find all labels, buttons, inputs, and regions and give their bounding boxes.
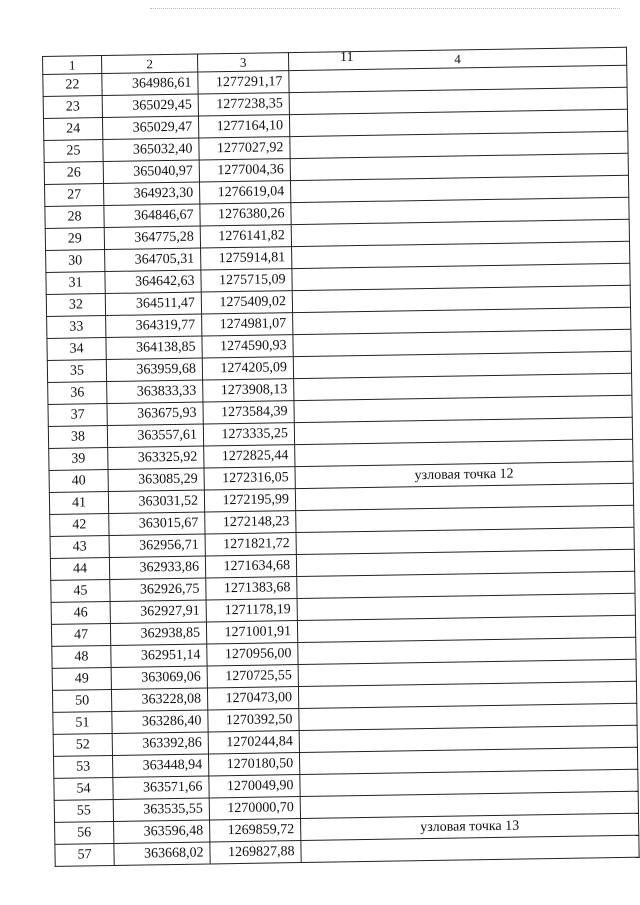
point-number-cell: 57 bbox=[55, 843, 114, 866]
note-cell bbox=[301, 835, 639, 862]
column-header-4: 4 bbox=[288, 47, 626, 70]
x-coordinate-cell: 362933,86 bbox=[109, 556, 205, 580]
x-coordinate-cell: 365040,97 bbox=[103, 160, 199, 184]
x-coordinate-cell: 365029,47 bbox=[102, 116, 198, 140]
y-coordinate-cell: 1274590,93 bbox=[202, 335, 293, 358]
point-number-cell: 39 bbox=[49, 448, 108, 471]
y-coordinate-cell: 1270000,70 bbox=[209, 797, 300, 820]
x-coordinate-cell: 362926,75 bbox=[110, 578, 206, 602]
point-number-cell: 24 bbox=[43, 118, 102, 141]
x-coordinate-cell: 363571,66 bbox=[113, 776, 209, 800]
x-coordinate-cell: 364846,67 bbox=[104, 204, 200, 228]
y-coordinate-cell: 1270725,55 bbox=[207, 665, 298, 688]
x-coordinate-cell: 363069,06 bbox=[111, 666, 207, 690]
y-coordinate-cell: 1273584,39 bbox=[203, 401, 294, 424]
y-coordinate-cell: 1273335,25 bbox=[203, 423, 294, 446]
point-number-cell: 49 bbox=[52, 667, 111, 690]
x-coordinate-cell: 362951,14 bbox=[111, 644, 207, 668]
x-coordinate-cell: 364705,31 bbox=[105, 248, 201, 272]
point-number-cell: 38 bbox=[48, 426, 107, 449]
y-coordinate-cell: 1271178,19 bbox=[206, 599, 297, 622]
point-number-cell: 34 bbox=[47, 338, 106, 361]
point-number-cell: 25 bbox=[44, 140, 103, 163]
y-coordinate-cell: 1270473,00 bbox=[207, 687, 298, 710]
point-number-cell: 29 bbox=[45, 228, 104, 251]
y-coordinate-cell: 1276619,04 bbox=[199, 181, 290, 204]
x-coordinate-cell: 363596,48 bbox=[114, 820, 210, 844]
y-coordinate-cell: 1270956,00 bbox=[207, 643, 298, 666]
point-number-cell: 45 bbox=[51, 580, 110, 603]
y-coordinate-cell: 1271383,68 bbox=[206, 577, 297, 600]
y-coordinate-cell: 1275409,02 bbox=[201, 291, 292, 314]
point-number-cell: 28 bbox=[45, 206, 104, 229]
y-coordinate-cell: 1275914,81 bbox=[201, 247, 292, 270]
y-coordinate-cell: 1275715,09 bbox=[201, 269, 292, 292]
point-number-cell: 52 bbox=[53, 733, 112, 756]
y-coordinate-cell: 1272825,44 bbox=[204, 445, 295, 468]
column-header-2: 2 bbox=[102, 54, 198, 74]
x-coordinate-cell: 362956,71 bbox=[109, 534, 205, 558]
y-coordinate-cell: 1273908,13 bbox=[203, 379, 294, 402]
y-coordinate-cell: 1277291,17 bbox=[198, 71, 289, 94]
x-coordinate-cell: 364511,47 bbox=[105, 292, 201, 316]
y-coordinate-cell: 1274981,07 bbox=[202, 313, 293, 336]
y-coordinate-cell: 1271821,72 bbox=[205, 533, 296, 556]
point-number-cell: 51 bbox=[53, 711, 112, 734]
y-coordinate-cell: 1269827,88 bbox=[210, 841, 301, 864]
x-coordinate-cell: 363833,33 bbox=[107, 380, 203, 404]
point-number-cell: 54 bbox=[54, 777, 113, 800]
y-coordinate-cell: 1269859,72 bbox=[210, 819, 301, 842]
point-number-cell: 32 bbox=[46, 294, 105, 317]
point-number-cell: 26 bbox=[44, 162, 103, 185]
point-number-cell: 41 bbox=[49, 492, 108, 515]
point-number-cell: 46 bbox=[51, 601, 110, 624]
point-number-cell: 47 bbox=[51, 623, 110, 646]
x-coordinate-cell: 363535,55 bbox=[113, 798, 209, 822]
y-coordinate-cell: 1270180,50 bbox=[208, 753, 299, 776]
column-header-1: 1 bbox=[43, 56, 102, 75]
x-coordinate-cell: 365032,40 bbox=[103, 138, 199, 162]
column-header-3: 3 bbox=[197, 53, 288, 72]
y-coordinate-cell: 1277027,92 bbox=[199, 137, 290, 160]
point-number-cell: 23 bbox=[43, 96, 102, 119]
point-number-cell: 43 bbox=[50, 536, 109, 559]
x-coordinate-cell: 364986,61 bbox=[102, 72, 198, 96]
y-coordinate-cell: 1277164,10 bbox=[198, 115, 289, 138]
x-coordinate-cell: 364319,77 bbox=[106, 314, 202, 338]
x-coordinate-cell: 364775,28 bbox=[104, 226, 200, 250]
point-number-cell: 33 bbox=[47, 316, 106, 339]
x-coordinate-cell: 363675,93 bbox=[107, 402, 203, 426]
x-coordinate-cell: 363228,08 bbox=[111, 688, 207, 712]
point-number-cell: 53 bbox=[54, 755, 113, 778]
x-coordinate-cell: 363668,02 bbox=[114, 842, 210, 866]
point-number-cell: 37 bbox=[48, 404, 107, 427]
point-number-cell: 27 bbox=[45, 184, 104, 207]
note-cell: узловая точка 13 bbox=[301, 813, 639, 840]
y-coordinate-cell: 1277238,35 bbox=[198, 93, 289, 116]
point-number-cell: 56 bbox=[55, 821, 114, 844]
y-coordinate-cell: 1276141,82 bbox=[200, 225, 291, 248]
x-coordinate-cell: 363031,52 bbox=[108, 490, 204, 514]
table-body bbox=[43, 65, 639, 866]
point-number-cell: 30 bbox=[46, 250, 105, 273]
x-coordinate-cell: 364642,63 bbox=[105, 270, 201, 294]
y-coordinate-cell: 1271001,91 bbox=[206, 621, 297, 644]
y-coordinate-cell: 1276380,26 bbox=[200, 203, 291, 226]
point-number-cell: 55 bbox=[54, 799, 113, 822]
y-coordinate-cell: 1277004,36 bbox=[199, 159, 290, 182]
y-coordinate-cell: 1270049,90 bbox=[209, 775, 300, 798]
y-coordinate-cell: 1270244,84 bbox=[208, 731, 299, 754]
x-coordinate-cell: 363325,92 bbox=[108, 446, 204, 470]
x-coordinate-cell: 363448,94 bbox=[112, 754, 208, 778]
point-number-cell: 48 bbox=[52, 645, 111, 668]
x-coordinate-cell: 365029,45 bbox=[102, 94, 198, 118]
x-coordinate-cell: 363557,61 bbox=[107, 424, 203, 448]
note-cell: узловая точка 12 bbox=[295, 461, 633, 488]
y-coordinate-cell: 1272316,05 bbox=[204, 467, 295, 490]
x-coordinate-cell: 362927,91 bbox=[110, 600, 206, 624]
point-number-cell: 42 bbox=[50, 514, 109, 537]
page-number: 11 bbox=[340, 50, 354, 65]
scan-artifact-line bbox=[150, 8, 620, 11]
y-coordinate-cell: 1270392,50 bbox=[208, 709, 299, 732]
x-coordinate-cell: 363959,68 bbox=[106, 358, 202, 382]
coordinates-sheet bbox=[42, 47, 639, 863]
point-number-cell: 31 bbox=[46, 272, 105, 295]
x-coordinate-cell: 363392,86 bbox=[112, 732, 208, 756]
y-coordinate-cell: 1272195,99 bbox=[204, 489, 295, 512]
x-coordinate-cell: 363015,67 bbox=[109, 512, 205, 536]
point-number-cell: 44 bbox=[50, 558, 109, 581]
point-number-cell: 36 bbox=[48, 382, 107, 405]
point-number-cell: 22 bbox=[43, 74, 102, 97]
x-coordinate-cell: 364138,85 bbox=[106, 336, 202, 360]
x-coordinate-cell: 364923,30 bbox=[104, 182, 200, 206]
point-number-cell: 50 bbox=[52, 689, 111, 712]
x-coordinate-cell: 363286,40 bbox=[112, 710, 208, 734]
y-coordinate-cell: 1271634,68 bbox=[205, 555, 296, 578]
point-number-cell: 40 bbox=[49, 470, 108, 493]
point-number-cell: 35 bbox=[47, 360, 106, 383]
y-coordinate-cell: 1272148,23 bbox=[205, 511, 296, 534]
y-coordinate-cell: 1274205,09 bbox=[202, 357, 293, 380]
coordinates-table bbox=[42, 47, 640, 867]
x-coordinate-cell: 363085,29 bbox=[108, 468, 204, 492]
x-coordinate-cell: 362938,85 bbox=[110, 622, 206, 646]
